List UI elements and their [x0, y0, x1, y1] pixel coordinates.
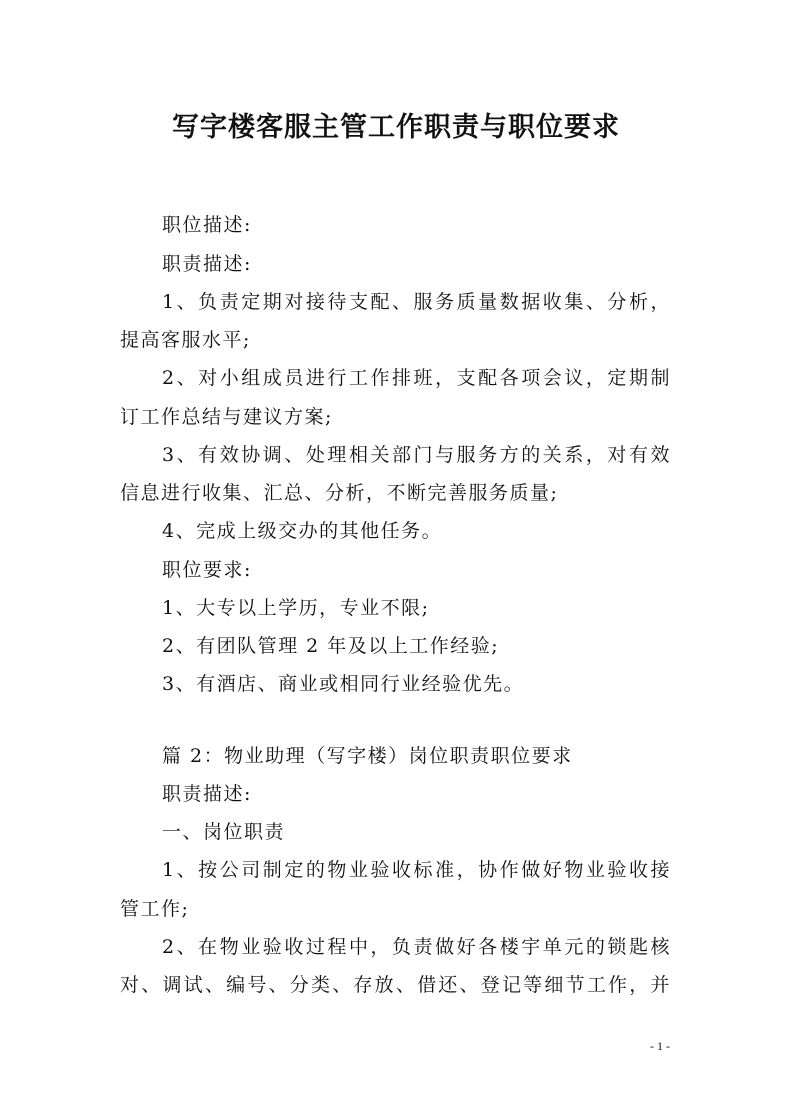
section-heading: 篇 2：物业助理（写字楼）岗位职责职位要求 — [162, 745, 573, 767]
text-line: 3、有酒店、商业或相同行业经验优先。 — [162, 673, 525, 695]
page-number: - 1 - — [650, 1039, 670, 1053]
text-line: 1、按公司制定的物业验收标准，协作做好物业验收接 — [162, 859, 671, 881]
text-line: 3、有效协调、处理相关部门与服务方的关系，对有效 — [162, 444, 671, 466]
text-line: 对、调试、编号、分类、存放、借还、登记等细节工作，并 — [120, 974, 671, 996]
text-line: 职位要求: — [162, 559, 252, 581]
page-title: 写字楼客服主管工作职责与职位要求 — [172, 112, 620, 143]
text-line: 2、有团队管理 2 年及以上工作经验; — [162, 635, 500, 657]
text-line: 职责描述: — [162, 253, 252, 275]
text-line: 订工作总结与建议方案; — [120, 406, 333, 428]
text-line: 管工作; — [120, 898, 190, 920]
text-line: 2、对小组成员进行工作排班，支配各项会议，定期制 — [162, 367, 671, 389]
text-line: 2、在物业验收过程中，负责做好各楼宇单元的锁匙核 — [162, 936, 671, 958]
text-line: 职位描述: — [162, 214, 252, 236]
text-line: 一、岗位职责 — [162, 821, 286, 843]
text-line: 提高客服水平; — [120, 329, 251, 351]
text-line: 1、负责定期对接待支配、服务质量数据收集、分析， — [162, 291, 671, 313]
text-line: 职责描述: — [162, 783, 252, 805]
text-line: 信息进行收集、汇总、分析，不断完善服务质量; — [120, 482, 559, 504]
text-line: 1、大专以上学历，专业不限; — [162, 597, 430, 619]
text-line: 4、完成上级交办的其他任务。 — [162, 520, 443, 542]
